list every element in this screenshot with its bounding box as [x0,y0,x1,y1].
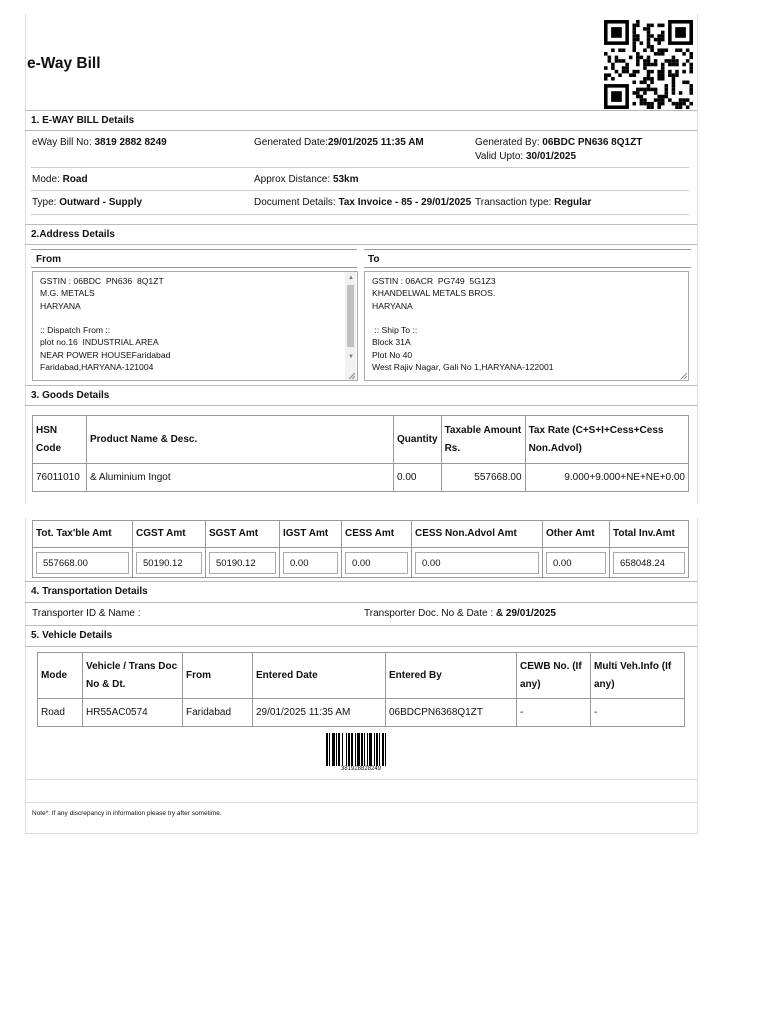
vehicle-header: Entered Date [253,653,386,699]
divider [25,224,697,225]
igst-field[interactable]: 0.00 [283,552,338,574]
vehicle-cell-number: HR55AC0574 [83,699,183,727]
divider [25,802,697,803]
totals-header: CESS Non.Advol Amt [412,521,543,548]
table-row [33,464,689,492]
gen-by-value: 06BDC PN636 8Q1ZT [542,137,643,148]
vehicle-cell-entered-date: 29/01/2025 11:35 AM [253,699,386,727]
totals-header: Total Inv.Amt [610,521,689,548]
goods-cell-taxrate: 9.000+9.000+NE+NE+0.00 [525,464,688,492]
to-label: To [368,254,380,265]
scroll-down-icon[interactable]: ▼ [348,354,354,360]
from-scrollbar[interactable] [345,272,356,380]
valid-upto-row [475,151,576,162]
page-border-left-2 [25,518,26,834]
gen-date-row [254,137,424,148]
goods-cell-taxable: 557668.00 [441,464,525,492]
scroll-up-icon[interactable]: ▲ [348,275,354,281]
page-border-right-2 [697,518,698,834]
vehicle-header: Vehicle / Trans Doc No & Dt. [83,653,183,699]
vehicle-table [37,652,685,727]
page-border-left [25,14,26,504]
total-taxable-field[interactable]: 557668.00 [36,552,129,574]
txn-type-value: Regular [554,197,592,208]
mode-row [32,174,88,185]
goods-header-quantity: Quantity [394,416,442,464]
divider [364,267,691,268]
resize-handle-icon[interactable] [680,372,687,379]
from-label: From [36,254,61,265]
totals-header: CESS Amt [342,521,412,548]
scrollbar-thumb[interactable] [347,285,354,347]
totals-header: SGST Amt [206,521,280,548]
section-goods-title: 3. Goods Details [31,390,110,401]
divider [25,244,697,245]
distance-label: Approx Distance: [254,174,331,185]
divider [25,130,697,131]
to-address-textarea[interactable]: GSTIN : 06ACR PG749 5G1Z3 KHANDELWAL METALS BROS. HARYANA :: Ship To :: Block 31A Plot No 40 West Rajiv Nagar, Gali No 1,HARYANA-122001 [364,271,689,381]
valid-value: 30/01/2025 [525,151,577,162]
totals-table [32,520,689,578]
vehicle-header: Entered By [386,653,517,699]
goods-header-taxable: Taxable Amount Rs. [441,416,525,464]
section-address-title: 2.Address Details [31,229,115,240]
sgst-field[interactable]: 50190.12 [209,552,276,574]
type-row [32,197,142,208]
divider [25,110,697,111]
distance-row [254,174,359,185]
divider [364,249,691,250]
vehicle-header: From [183,653,253,699]
valid-label: Valid Upto: [475,151,524,162]
doc-details-value: Tax Invoice - 85 - 29/01/2025 [338,197,472,208]
totals-header: IGST Amt [280,521,342,548]
total-inv-field[interactable]: 658048.24 [613,552,685,574]
vehicle-cell-mode: Road [38,699,83,727]
table-row [33,548,689,578]
divider [25,625,697,626]
goods-cell-quantity: 0.00 [394,464,442,492]
cess-nonadvol-field[interactable]: 0.00 [415,552,539,574]
divider [31,267,357,268]
transporter-doc-value: & 29/01/2025 [495,608,556,619]
totals-header: CGST Amt [133,521,206,548]
goods-cell-product: & Aluminium Ingot [87,464,394,492]
goods-header-product: Product Name & Desc. [87,416,394,464]
vehicle-cell-cewb: - [517,699,591,727]
cgst-field[interactable]: 50190.12 [136,552,202,574]
goods-header-taxrate: Tax Rate (C+S+I+Cess+Cess Non.Advol) [525,416,688,464]
note-text: Note*: If any discrepancy in information please try after sometime. [32,810,222,817]
page-title: e-Way Bill [27,55,101,72]
mode-value: Road [62,174,88,185]
vehicle-cell-from: Faridabad [183,699,253,727]
distance-value: 53km [332,174,359,185]
divider [25,602,697,603]
doc-details-row [254,197,471,208]
vehicle-header: Multi Veh.Info (If any) [591,653,685,699]
goods-table [32,415,689,492]
gen-date-value: 29/01/2025 11:35 AM [327,137,424,148]
qr-code-icon [602,20,695,109]
page-border-right [697,14,698,504]
goods-cell-hsn: 76011010 [33,464,87,492]
ewb-no-value: 3819 2882 8249 [94,137,167,148]
gen-date-label: Generated Date: [254,137,328,148]
gen-by-label: Generated By: [475,137,540,148]
barcode-icon [326,733,396,766]
doc-details-label: Document Details: [254,197,336,208]
section-ewb-title: 1. E-WAY BILL Details [31,115,135,126]
ewb-no-row [32,137,167,148]
other-amt-field[interactable]: 0.00 [546,552,606,574]
table-row [38,699,685,727]
divider [31,249,357,250]
txn-type-label: Transaction type: [475,197,552,208]
transporter-doc-label: Transporter Doc. No & Date : [364,608,494,619]
section-vehicle-title: 5. Vehicle Details [31,630,113,641]
divider [25,646,697,647]
type-value: Outward - Supply [59,197,143,208]
divider [31,190,689,191]
vehicle-cell-multi-veh: - [591,699,685,727]
totals-header: Other Amt [543,521,610,548]
vehicle-header: Mode [38,653,83,699]
section-transport-title: 4. Transportation Details [31,586,148,597]
type-label: Type: [32,197,57,208]
divider [25,833,697,834]
vehicle-header: CEWB No. (If any) [517,653,591,699]
cess-field[interactable]: 0.00 [345,552,408,574]
divider [25,385,697,386]
totals-header: Tot. Tax'ble Amt [33,521,133,548]
vehicle-cell-entered-by: 06BDCPN6368Q1ZT [386,699,517,727]
resize-handle-icon[interactable] [348,372,355,379]
gen-by-row [475,137,642,148]
divider [25,779,697,780]
from-address-textarea[interactable]: GSTIN : 06BDC PN636 8Q1ZT M.G. METALS HARYANA :: Dispatch From :: plot no.16 INDUSTRIAL AREA NEAR POWER HOUSEFaridabad Faridabad,HARYANA-121004 [32,271,358,381]
barcode-text: 381928828249 [340,766,382,772]
transporter-id-label: Transporter ID & Name : [32,608,141,619]
ewb-no-label: eWay Bill No: [32,137,92,148]
divider [31,214,689,215]
goods-header-hsn: HSN Code [33,416,87,464]
txn-type-row [475,197,591,208]
transporter-doc-row [364,608,556,619]
divider [25,405,697,406]
mode-label: Mode: [32,174,60,185]
divider [31,167,689,168]
divider [25,581,697,582]
